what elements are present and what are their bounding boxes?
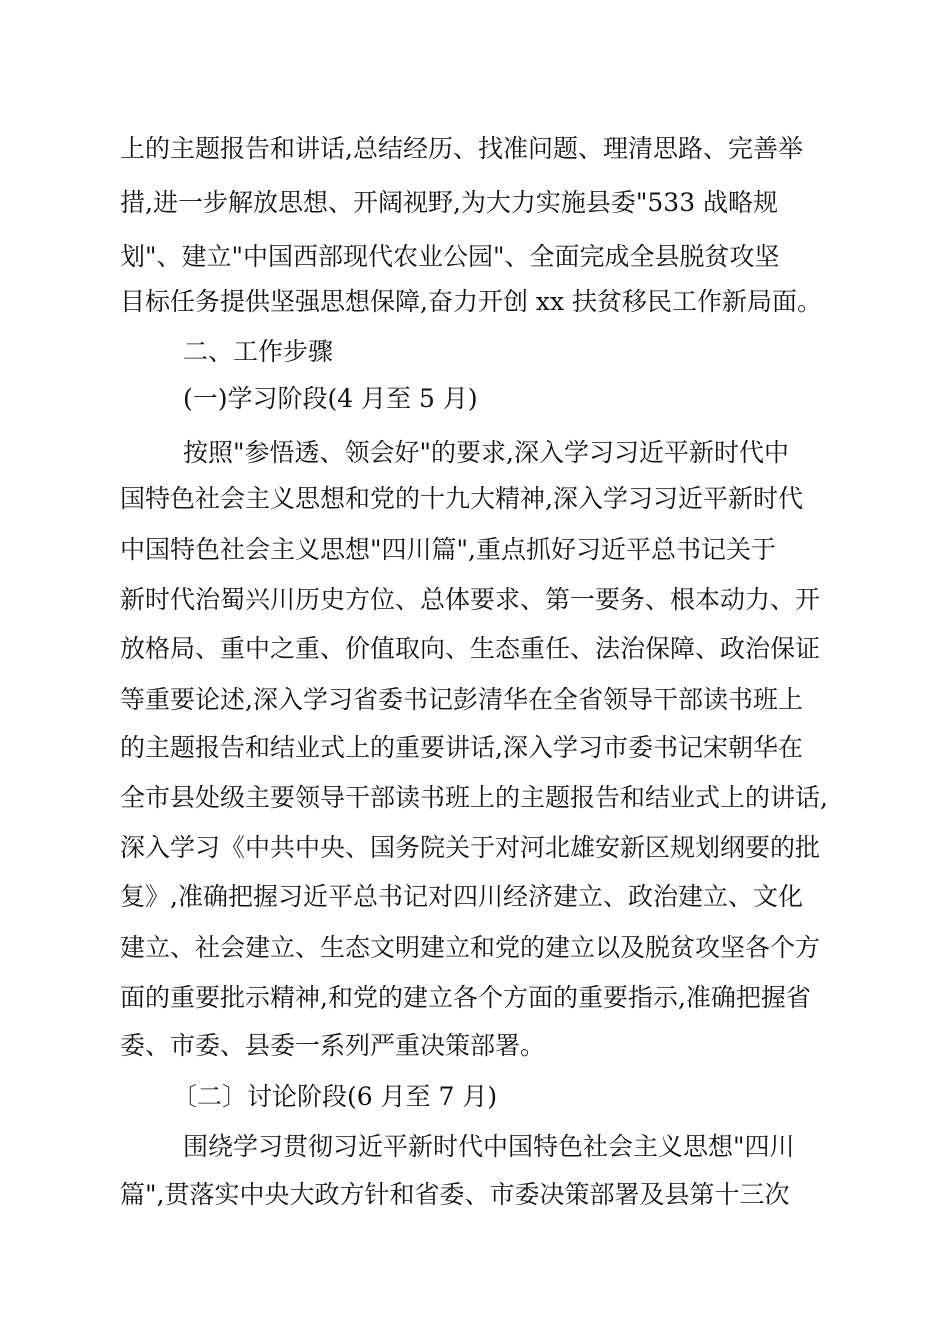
- body-line: 措,进一步解放思想、开阔视野,为大力实施县委"533 战略规: [120, 188, 779, 217]
- body-line: 新时代治蜀兴川历史方位、总体要求、第一要务、根本动力、开: [120, 585, 821, 614]
- body-line: 的主题报告和结业式上的重要讲话,深入学习市委书记宋朝华在: [120, 733, 803, 762]
- body-line: 围绕学习贯彻习近平新时代中国特色社会主义思想"四川: [183, 1132, 795, 1161]
- body-line: 中国特色社会主义思想"四川篇",重点抓好习近平总书记关于: [120, 535, 776, 564]
- body-line: 篇",贯落实中央大政方针和省委、市委决策部署及县第十三次: [120, 1180, 790, 1209]
- body-line: 放格局、重中之重、价值取向、生态重任、法治保障、政治保证: [120, 634, 821, 663]
- body-line: 目标任务提供坚强思想保障,奋力开创 xx 扶贫移民工作新局面。: [120, 287, 823, 316]
- subsection-heading: (一)学习阶段(4 月至 5 月): [183, 384, 478, 413]
- body-line: 国特色社会主义思想和党的十九大精神,深入学习习近平新时代: [120, 484, 803, 513]
- body-line: 等重要论述,深入学习省委书记彭清华在全省领导干部读书班上: [120, 685, 803, 714]
- body-line: 划"、建立"中国西部现代农业公园"、全面完成全县脱贫攻坚: [120, 242, 780, 271]
- section-heading: 二、工作步骤: [183, 337, 334, 366]
- body-line: 按照"参悟透、领会好"的要求,深入学习习近平新时代中: [183, 438, 789, 467]
- body-line: 全市县处级主要领导干部读书班上的主题报告和结业式上的讲话,: [120, 783, 828, 812]
- body-line: 深入学习《中共中央、国务院关于对河北雄安新区规划纲要的批: [120, 833, 821, 862]
- body-line: 复》,准确把握习近平总书记对四川经济建立、政治建立、文化: [120, 882, 803, 911]
- body-line: 上的主题报告和讲话,总结经历、找准问题、理清思路、完善举: [120, 134, 803, 163]
- body-line: 面的重要批示精神,和党的建立各个方面的重要指示,准确把握省: [120, 983, 811, 1012]
- body-line: 委、市委、县委一系列严重决策部署。: [120, 1031, 546, 1060]
- body-line: 建立、社会建立、生态文明建立和党的建立以及脱贫攻坚各个方: [120, 933, 821, 962]
- subsection-heading: 〔二〕讨论阶段(6 月至 7 月): [172, 1082, 498, 1111]
